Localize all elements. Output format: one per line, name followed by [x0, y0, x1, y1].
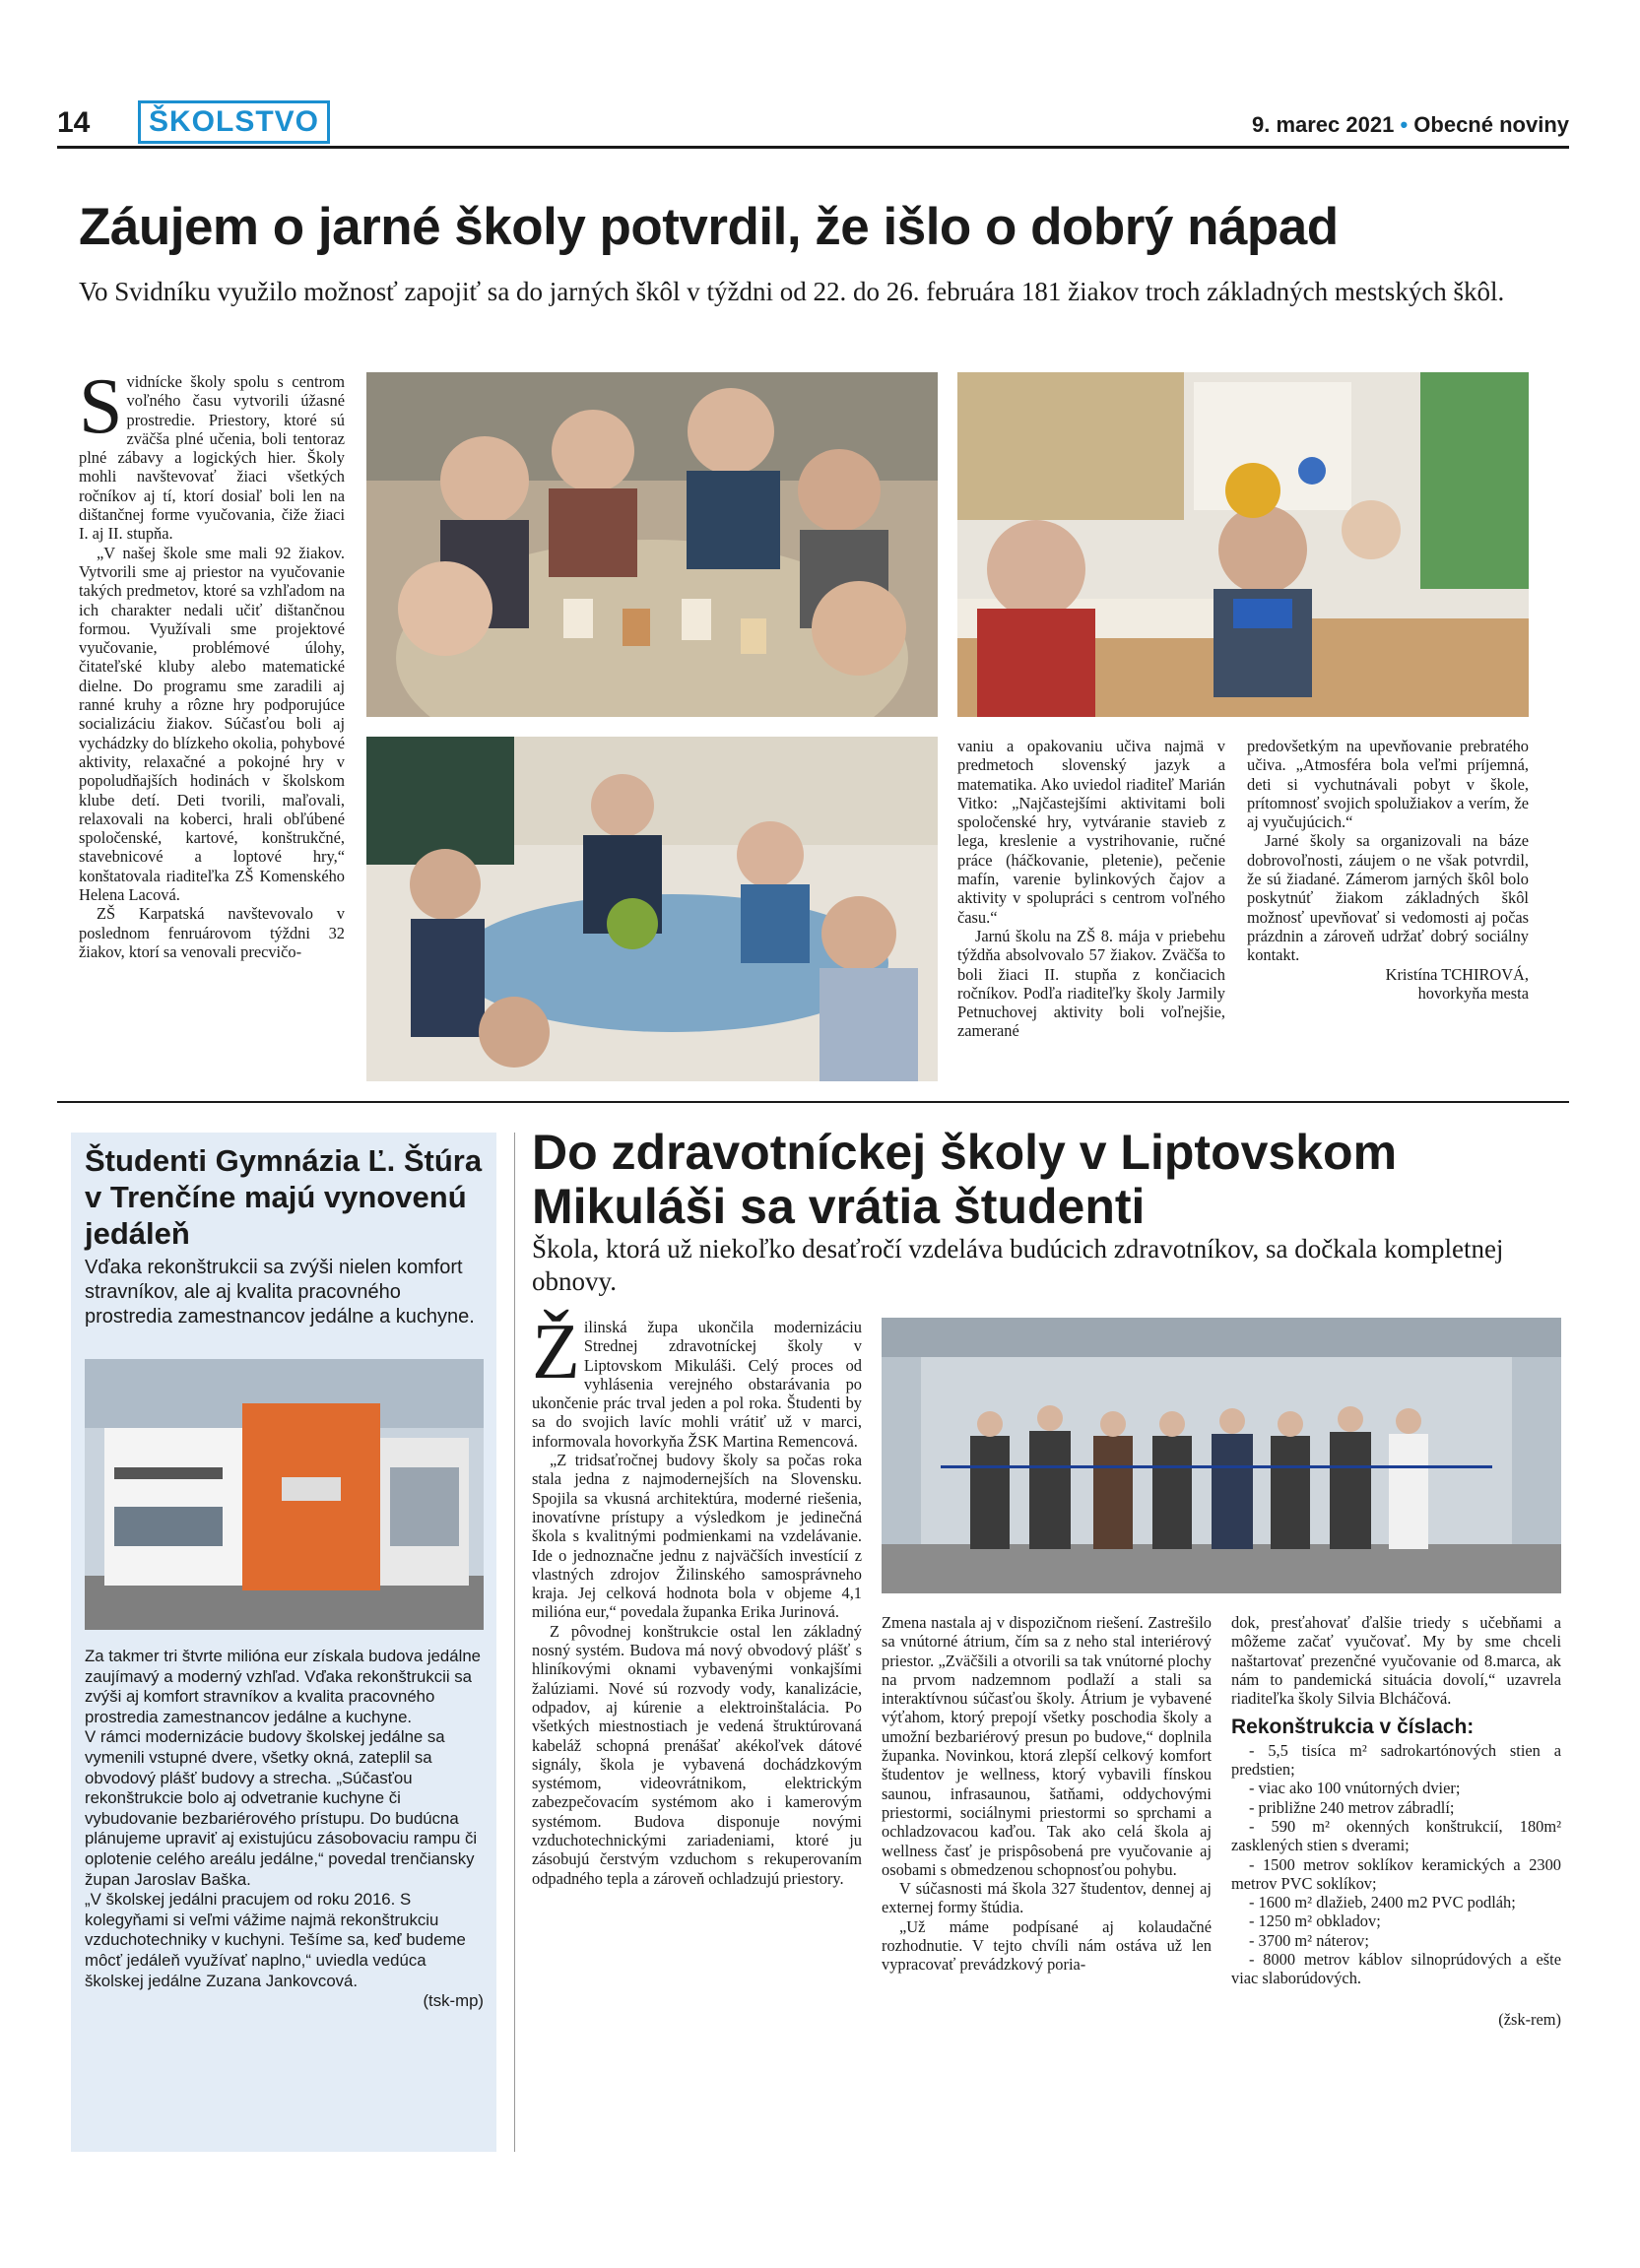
sidebar-headline: Študenti Gymnázia Ľ. Štúra v Trenčíne majú vynovenú jedáleň [85, 1143, 483, 1251]
article2-paragraph: Z pôvodnej konštrukcie ostal len základný nosný systém. Budova má nový obvodový plášť s hliníkovými oknami vybavenými vonkajšími žalúziami. Nové sú rozvody vody, kanalizácie, odpadov, aj kúrenie a elektroinštalácia. Po všetkých miestnostiach je vedená štruktúrovaná kabeláž schopná prenášať akékoľvek dátové signály, škola je vybavená dochádzkovým systémom, videovrátnikom, elektrickým zabezpečovacím systémom ako i kamerovým systémom. Budova disponuje novými vzduchotechnickými zariadeniami, ktoré ju zásobujú čerstvým vzduchom s rekuperovaním odpadného tepla a zároveň ochladzujú priestory. [532, 1621, 862, 1888]
photo-classroom-globe [957, 372, 1529, 717]
article1-paragraph: vidnícke školy spolu s centrom voľného času vytvorili úžasné prostredie. Priestory, ktoré sú zväčša plné učenia, boli tentoraz plné zábavy a logických hier. Školy mohli navštevovať žiaci všetkých ročníkov aj tí, ktorí dosiaľ boli len na dištančnej forme vyučovania, čiže žiaci I. aj II. stupňa. [79, 372, 345, 544]
paper-name: Obecné noviny [1413, 112, 1569, 137]
article1-signature-name: Kristína TCHIROVÁ, [1385, 964, 1529, 984]
article1-paragraph: vaniu a opakovaniu učiva najmä v predmetoch slovenský jazyk a matematika. Ako uviedol riaditeľ Marián Vitko: „Najčastejšími aktivitami boli spoločenské hry, vytváranie stavieb z lega, kreslenie a vystrihovanie, ručné práce (háčkovanie, pletenie), pečenie mafín, varenie bylinkových čajov a aktivity v spolupráci s centrom voľného času.“ [957, 737, 1225, 927]
article1-paragraph: predovšetkým na upevňovanie prebratého učiva. „Atmosféra bola veľmi príjemná, deti si vychutnávali pobyt v škole, prítomnosť svojich spolužiakov a verím, že aj vyučujúcich.“ [1247, 737, 1529, 832]
article2-lead: Škola, ktorá už niekoľko desaťročí vzdeláva budúcich zdravotníkov, sa dočkala kompletnej obnovy. [532, 1234, 1504, 1296]
article1-dropcap: S [79, 363, 123, 450]
list-item: - 8000 metrov káblov silnoprúdových a ešte viac slaborúdových. [1231, 1950, 1561, 1988]
article1-paragraph: ZŠ Karpatská navštevovalo v poslednom fenruárovom týždni 32 žiakov, ktorí sa venovali precvičo- [79, 904, 345, 961]
article1-signature-role: hovorkyňa mesta [1417, 983, 1529, 1003]
sidebar-lead: Vďaka rekonštrukcii sa zvýši nielen komfort stravníkov, ale aj kvalita pracovného prostredia zamestnancov jedálne a kuchyne. [85, 1257, 475, 1328]
list-item: - približne 240 metrov zábradlí; [1249, 1797, 1455, 1817]
article1-paragraph: Jarné školy sa organizovali na báze dobrovoľnosti, záujem o ne však potvrdil, že sú žiadané. Zámerom jarných škôl bolo poskytnúť žiakom základných škôl možnosť upevňovať si vedomosti aj počas prázdnin a zároveň udržať dobrý sociálny kontakt. [1247, 831, 1529, 965]
article2-column-3 [1231, 1613, 1561, 2029]
section-label: ŠKOLSTVO [138, 100, 330, 144]
article2-column-2 [882, 1613, 1212, 1975]
issue-date: 9. marec 2021 [1251, 112, 1395, 137]
article1-column-3 [957, 737, 1225, 1041]
list-item: - viac ako 100 vnútorných dvier; [1249, 1779, 1461, 1798]
article2-headline: Do zdravotníckej školy v Liptovskom Mikuláši sa vrátia študenti [532, 1125, 1398, 1234]
article1-column-1 [79, 363, 345, 961]
article1-column-4 [1247, 737, 1529, 1003]
numbers-list [1231, 1741, 1561, 1988]
article-divider [57, 1101, 1569, 1103]
article2-dropcap: Ž [532, 1309, 580, 1395]
page-number: 14 [57, 106, 91, 139]
list-item: - 3700 m² náterov; [1249, 1930, 1369, 1950]
sidebar-paragraph: Za takmer tri štvrte milióna eur získala budova jedálne zaujímavý a moderný vzhľad. Vďaka rekonštrukcii sa zvýši aj komfort stravníkov a kvalita pracovného prostredia zamestnancov jedálne a kuchyne. [85, 1647, 481, 1726]
photo-canteen-building [85, 1359, 484, 1630]
article2-paragraph: „Z tridsaťročnej budovy školy sa počas roka stala jedna z najmodernejších na Slovensku. Spojila sa vkusná architektúra, moderné riešenia, inovatívne prístupy a výsledkom je jedinečná škola s kvalitnými podmienkami na vzdelávanie. Ide o jednoznačne jednu z najväčších investícií z vlastných zdrojov Žilinského samosprávneho kraja. Jej celková hodnota bola v objeme 4,1 milióna eur,“ povedala županka Erika Jurinová. [532, 1451, 862, 1622]
bullet: • [1400, 112, 1409, 137]
issue-date-line [1252, 112, 1569, 138]
photo-ribbon-cutting [882, 1318, 1561, 1593]
column-divider [514, 1133, 515, 2152]
numbers-heading: Rekonštrukcia v číslach: [1231, 1716, 1475, 1739]
article2-paragraph: V súčasnosti má škola 327 študentov, dennej aj externej formy štúdia. [882, 1879, 1212, 1917]
article2-paragraph: ilinská župa ukončila modernizáciu Strednej zdravotníckej školy v Liptovskom Mikuláši. Celý proces od vyhlásenia verejného obstarávania po ukončenie prác trval jeden a pol roka. Študenti by sa do svojich lavíc mohli vrátiť už v marci, informovala hovorkyňa ŽSK Martina Remencová. [532, 1318, 862, 1451]
article1-headline: Záujem o jarné školy potvrdil, že išlo o dobrý nápad [79, 198, 1339, 256]
article2-paragraph: dok, presťahovať ďalšie triedy s učebňami a môžeme začať vyučovať. My by sme chceli naštartovať prezenčné vyučovanie od 8.marca, ak nám to pandemická situácia dovolí,“ uzavrela riaditeľka školy Silvia Blcháčová. [1231, 1613, 1561, 1709]
list-item: - 1250 m² obkladov; [1249, 1912, 1381, 1931]
article2-credit: (žsk-rem) [1498, 2009, 1561, 2029]
article2-paragraph: „Už máme podpísané aj kolaudačné rozhodnutie. V tejto chvíli nám ostáva už len vypracovať prevádzkový poria- [882, 1916, 1212, 1975]
sidebar-body [85, 1647, 484, 2012]
sidebar-paragraph: V rámci modernizácie budovy školskej jedálne sa vymenili vstupné dvere, všetky okná, zateplil sa obvodový plášť budovy a strecha. „Súčasťou rekonštrukcie bolo aj odvetranie kuchyne či vybudovanie bezbariérového prístupu. Do budúcna plánujeme upraviť aj existujúcu zásobovaciu rampu či oplotenie celého areálu jedálne,“ povedal trenčiansky župan Jaroslav Baška. [85, 1727, 478, 1889]
list-item: - 1600 m² dlažieb, 2400 m2 PVC podláh; [1249, 1893, 1516, 1912]
article1-paragraph: Jarnú školu na ZŠ 8. mája v priebehu týždňa absolvovalo 57 žiakov. Zväčša to boli žiaci II. stupňa z končiacich ročníkov. Podľa riaditeľky školy Jarmily Petnuchovej aktivity boli voľnejšie, zamerané [957, 926, 1225, 1041]
header-rule [57, 146, 1569, 149]
sidebar-paragraph: „V školskej jedálni pracujem od roku 2016. S kolegyňami si veľmi vážime najmä rekonštrukciu vzduchotechniky v kuchyni. Tešíme sa, keď budeme môcť jedáleň využívať naplno,“ uviedla vedúca školskej jedálne Zuzana Jankovcová. [85, 1890, 466, 1990]
list-item: - 5,5 tisíca m² sadrokartónových stien a predstien; [1231, 1740, 1561, 1780]
sidebar-credit: (tsk-mp) [423, 1991, 484, 2011]
article2-paragraph: Zmena nastala aj v dispozičnom riešení. Zastrešilo sa vnútorné átrium, čím sa z neho stal interiérový priestor. „Zväčšili a otvorili sa tak vnútorné plochy na prvom nadzemnom podlaží a stali sa interaktívnou súčasťou školy. Átrium je vybavené výťahom, ktorý prepojí všetky poschodia školy a umožní bezbariérový presun po budove,“ doplnila županka. Novinkou, ktorá zlepší celkový komfort študentov je wellness, ktorý vybavili fínskou saunou, infrasaunou, šatňami, oddychovými priestormi, sociálnymi priestormi so sprchami a ochladzovacou kaďou. Tak ako celá škola aj wellness časť je prispôsobená pre vyučovanie aj osobami s obmedzenou schopnosťou pohybu. [882, 1613, 1212, 1879]
article1-paragraph: „V našej škole sme mali 92 žiakov. Vytvorili sme aj priestor na vyučovanie takých predmetov, ktoré sa vzhľadom na ich charakter nedali učiť dištančnou formou. Využívali sme projektové vyučovanie, problémové úlohy, čitateľské kluby alebo matematické dielne. Do programu sme zaradili aj ranné kruhy a rôzne hry podporujúce socializáciu žiakov. Súčasťou boli aj vychádzky do blízkeho okolia, pohybové aktivity, relaxačné a pokojné hry v popoludňajších hodinách v školskom klube detí. Deti tvorili, maľovali, relaxovali na koberci, hrali obľúbené spoločenské, kartové, konštrukčné, stavebnicové a loptové hry,“ konštatovala riaditeľka ZŠ Komenského Helena Lacová. [79, 543, 345, 905]
list-item: - 590 m² okenných konštrukcií, 180m² zasklených stien s dverami; [1231, 1816, 1561, 1855]
list-item: - 1500 metrov soklíkov keramických a 2300 metrov PVC soklíkov; [1231, 1854, 1561, 1893]
photo-kids-game [366, 737, 938, 1081]
article2-column-1 [532, 1309, 862, 1888]
photo-children-table [366, 372, 938, 717]
article1-lead: Vo Svidníku využilo možnosť zapojiť sa do jarných škôl v týždni od 22. do 26. februára 181 žiakov troch základných mestských škôl. [79, 277, 1505, 306]
